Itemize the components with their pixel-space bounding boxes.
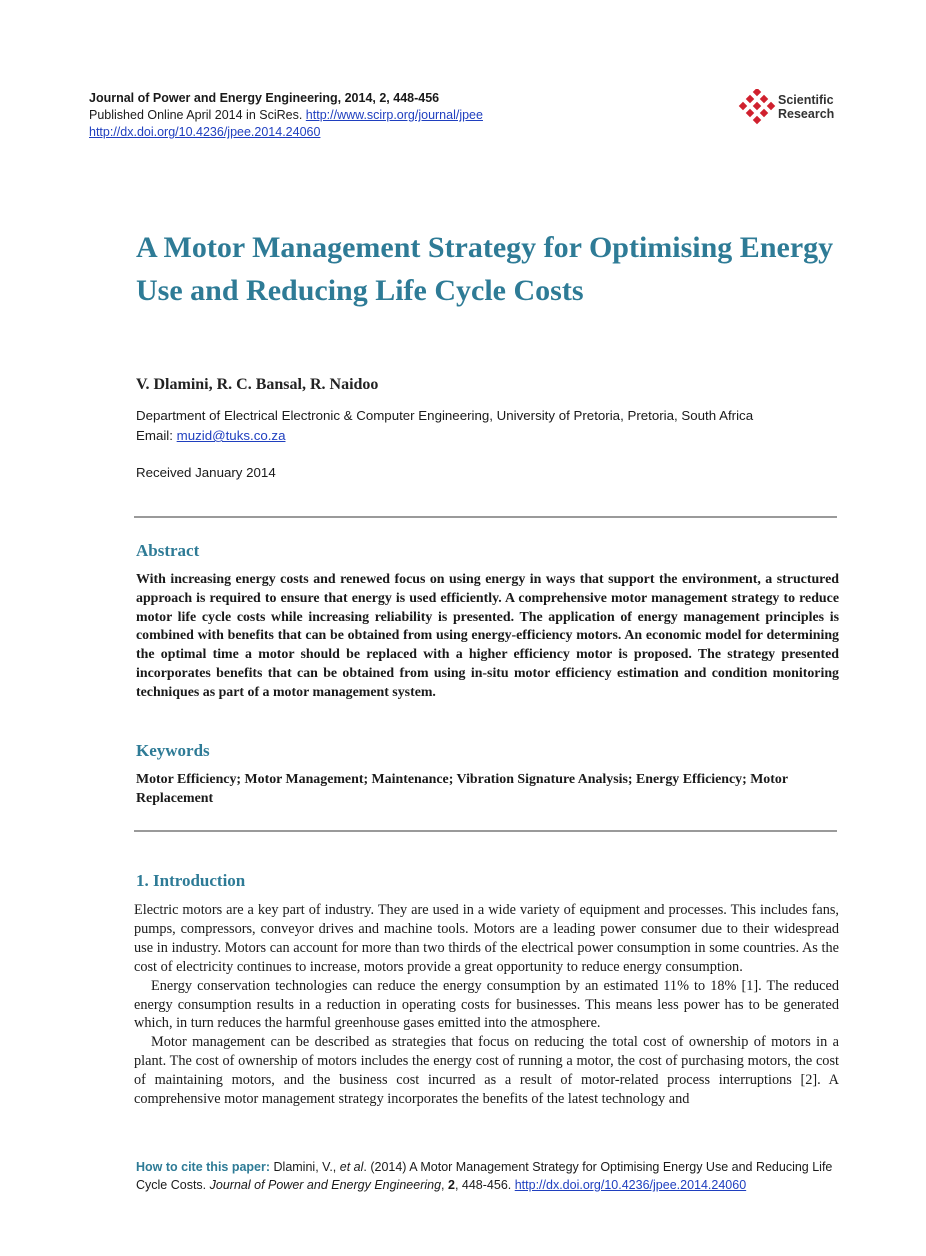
citation-block [136, 1158, 841, 1194]
journal-url-link[interactable]: http://www.scirp.org/journal/jpee [305, 108, 483, 122]
scientific-research-logo-icon [738, 89, 776, 125]
email-line [136, 426, 836, 446]
received-date: Received January 2014 [136, 465, 276, 480]
citation-sep: , [441, 1178, 448, 1192]
affiliation-block [136, 406, 836, 446]
introduction-body [134, 901, 839, 1109]
publisher-logo [738, 89, 848, 125]
abstract-heading: Abstract [136, 541, 200, 560]
keywords-heading: Keywords [136, 741, 210, 760]
introduction-heading: 1. Introduction [136, 871, 246, 890]
citation-journal: Journal of Power and Energy Engineering [209, 1178, 442, 1192]
citation-etal: et al [339, 1160, 364, 1174]
divider-top [134, 516, 837, 518]
citation-authors: Dlamini, V., [273, 1160, 340, 1174]
email-label: Email: [136, 428, 177, 443]
affiliation: Department of Electrical Electronic & Computer Engineering, University of Pretoria, Pretoria, South Africa [136, 408, 754, 423]
authors: V. Dlamini, R. C. Bansal, R. Naidoo [136, 376, 379, 393]
logo-line-2: Research [778, 107, 835, 121]
citation-doi-link[interactable]: http://dx.doi.org/10.4236/jpee.2014.24060 [514, 1178, 747, 1192]
intro-paragraph-2: Energy conservation technologies can reduce the energy consumption by an estimated 11% to 18% [1]. The reduced energy consumption results in a reduction in operating costs for businesses. This means less power has to be generated which, in turn reduces the harmful greenhouse gases emitted into the atmosphere. [134, 977, 839, 1032]
journal-citation-line: Journal of Power and Energy Engineering, 2014, 2, 448-456 [89, 91, 440, 105]
email-link[interactable]: muzid@tuks.co.za [176, 428, 286, 443]
logo-text [778, 93, 834, 121]
logo-line-1: Scientific [778, 93, 834, 107]
published-line [89, 107, 539, 124]
intro-paragraph-3: Motor management can be described as strategies that focus on reducing the total cost of ownership of motors in a plant. The cost of ownership of motors includes the energy cost of running a motor, the cost of purchasing motors, the cost of maintaining motors, and the business cost incurred as a result of motor-related process interruptions [2]. A comprehensive motor management strategy incorporates the benefits of the latest technology and [134, 1034, 839, 1108]
abstract-body: With increasing energy costs and renewed focus on using energy in ways that support the environment, a structured approach is required to ensure that energy is used efficiently. A comprehensive motor management strategy to reduce motor life cycle costs while increasing reliability is presented. The application of energy management principles is combined with benefits that can be obtained from using energy-efficiency motors. An economic model for determining the optimal time a motor should be replaced with a higher efficiency motor is proposed. The strategy presented incorporates benefits that can be obtained from using in-situ motor efficiency estimation and condition monitoring techniques as part of a motor management system. [136, 572, 839, 700]
citation-title: . (2014) A Motor Management Strategy for Optimising Energy Use and Reducing Life Cycle Costs. [136, 1160, 833, 1192]
keywords-body: Motor Efficiency; Motor Management; Maintenance; Vibration Signature Analysis; Energy Efficiency; Motor Replacement [136, 772, 788, 806]
journal-header [89, 90, 539, 141]
doi-link[interactable]: http://dx.doi.org/10.4236/jpee.2014.24060 [89, 125, 321, 139]
citation-pages: , 448-456. [454, 1178, 515, 1192]
paper-title: A Motor Management Strategy for Optimising Energy Use and Reducing Life Cycle Costs [136, 231, 834, 307]
intro-paragraph-1: Electric motors are a key part of industry. They are used in a wide variety of equipment and processes. This includes fans, pumps, compressors, conveyor drives and machine tools. Motors are a leading power consumer due to their widespread use in industry. Motors can account for more than two thirds of the electrical power consumption in some countries. As the cost of electricity continues to increase, motors provide a great opportunity to reduce energy consumption. [134, 902, 839, 975]
published-text: Published Online April 2014 in SciRes. [89, 108, 306, 122]
divider-bottom [134, 830, 837, 832]
citation-lead: How to cite this paper: [136, 1160, 274, 1174]
citation-volume: 2 [448, 1178, 455, 1192]
